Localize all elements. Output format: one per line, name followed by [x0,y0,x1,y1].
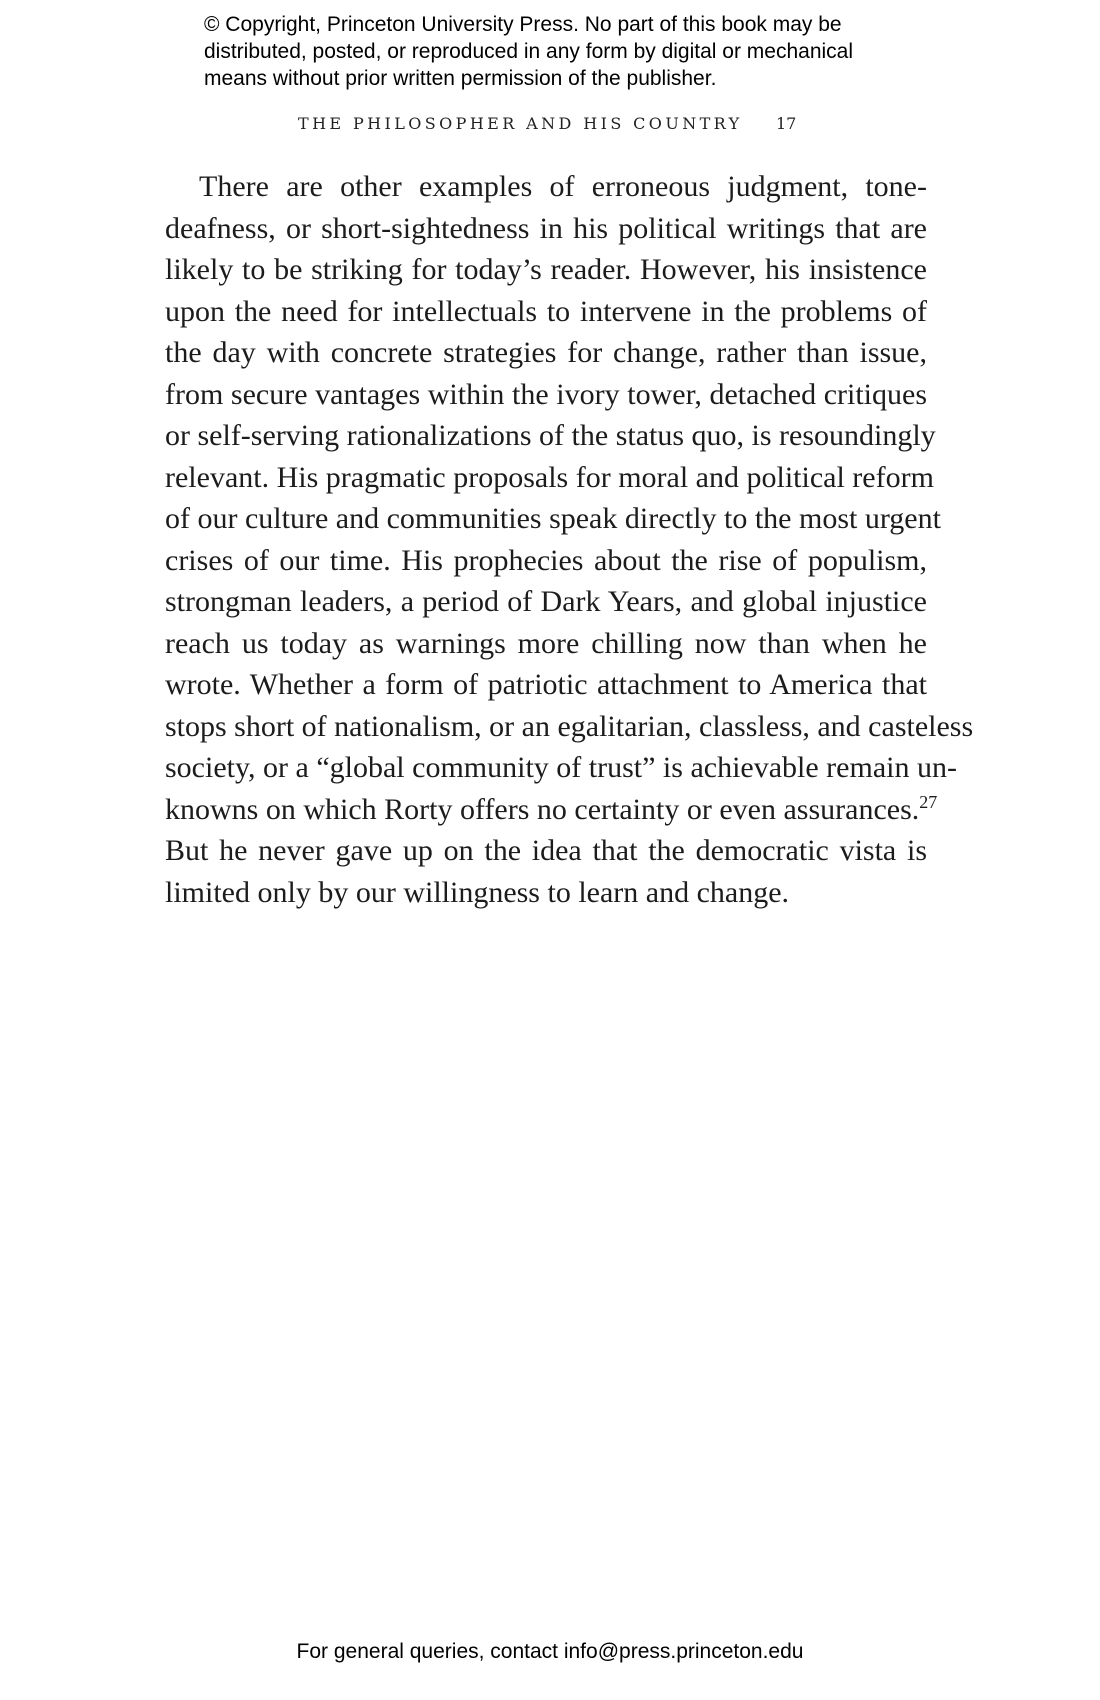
footer-contact: For general queries, contact info@press.princeton.edu [296,1640,804,1663]
copyright-line: distributed, posted, or reproduced in any form by digital or mechanical [204,40,854,63]
paragraph-line: of our culture and communities speak directly to the most urgent [165,502,941,535]
paragraph-line: likely to be striking for today’s reader. However, his insistence [165,253,927,286]
copyright-notice [204,11,924,92]
paragraph-line: limited only by our willingness to learn and change. [165,875,790,909]
copyright-line: means without prior written permission of the publisher. [204,67,717,90]
running-head-title: THE PHILOSOPHER AND HIS COUNTRY [298,114,743,133]
paragraph-line: upon the need for intellectuals to intervene in the problems of [165,294,927,328]
paragraph-line: or self-serving rationalizations of the status quo, is resoundingly [165,419,936,452]
paragraph-line: the day with concrete strategies for change, rather than issue, [165,336,927,369]
paragraph-line: There are other examples of erroneous judgment, tone- [199,170,927,203]
paragraph-line: crises of our time. His prophecies about the rise of populism, [165,543,927,577]
copyright-line: © Copyright, Princeton University Press. No part of this book may be [204,13,842,36]
footnote-marker[interactable]: 27 [919,791,938,812]
paragraph-line: from secure vantages within the ivory tower, detached critiques [165,377,927,411]
paragraph-line-with-footnote [165,789,938,831]
page-number: 17 [776,114,797,133]
paragraph-line: wrote. Whether a form of patriotic attachment to America that [165,668,927,701]
paragraph-line: strongman leaders, a period of Dark Years, and global injustice [165,585,927,618]
paragraph-line-text: knowns on which Rorty offers no certainty or even assurances. [165,792,920,826]
body-paragraph [165,166,974,913]
paragraph-line: stops short of nationalism, or an egalitarian, classless, and casteless [165,709,974,743]
paragraph-line: But he never gave up on the idea that the democratic vista is [165,834,927,867]
paragraph-line: reach us today as warnings more chilling now than when he [165,626,927,660]
paragraph-line: society, or a “global community of trust” is achievable remain un- [165,751,957,784]
paragraph-line: relevant. His pragmatic proposals for moral and political reform [165,460,934,494]
paragraph-line: deafness, or short-sightedness in his political writings that are [165,211,927,245]
